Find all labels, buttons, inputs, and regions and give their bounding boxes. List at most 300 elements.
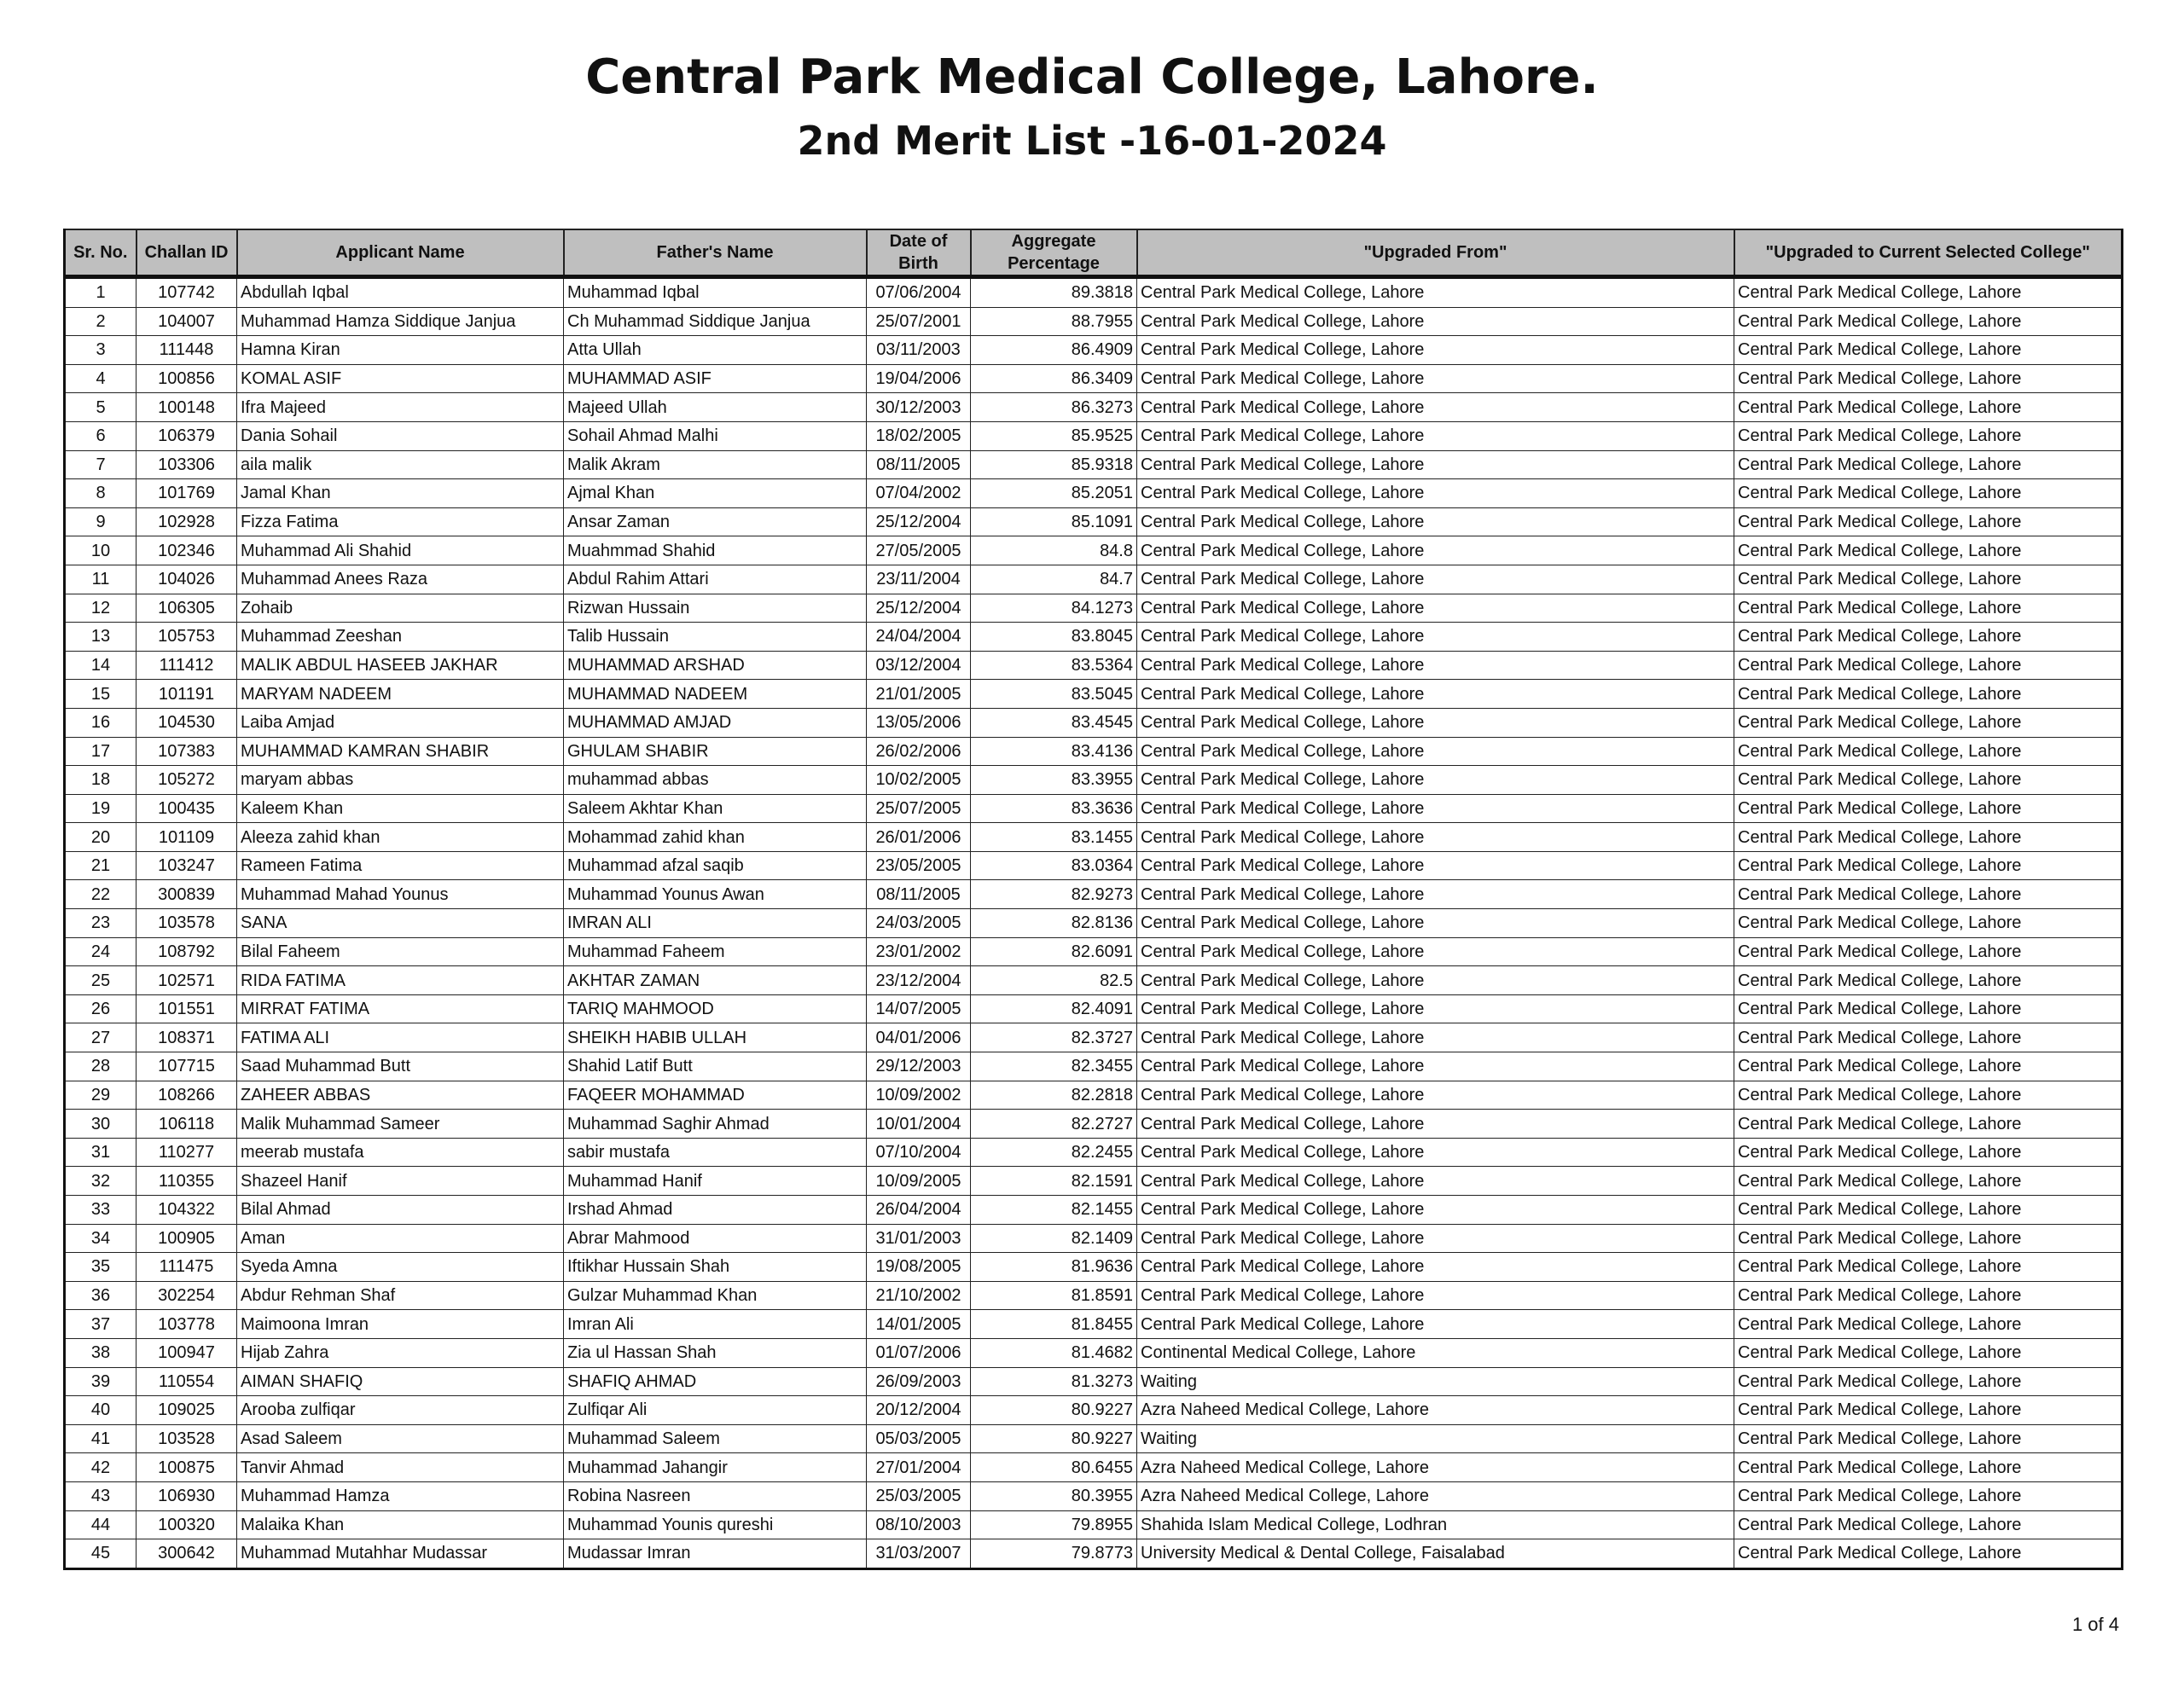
cell-upgraded-from: Central Park Medical College, Lahore bbox=[1137, 880, 1734, 909]
table-row bbox=[65, 623, 2123, 652]
document-subtitle: 2nd Merit List -16-01-2024 bbox=[797, 118, 1387, 164]
cell-fathers-name: Gulzar Muhammad Khan bbox=[564, 1281, 867, 1310]
cell-sr-no: 6 bbox=[65, 421, 136, 450]
cell-upgraded-from: Central Park Medical College, Lahore bbox=[1137, 794, 1734, 823]
table-row bbox=[65, 307, 2123, 336]
cell-upgraded-to: Central Park Medical College, Lahore bbox=[1734, 364, 2123, 393]
cell-sr-no: 27 bbox=[65, 1023, 136, 1052]
cell-aggregate-percentage: 81.4682 bbox=[971, 1338, 1137, 1367]
cell-applicant-name: Muhammad Hamza bbox=[237, 1481, 564, 1510]
cell-date-of-birth: 31/03/2007 bbox=[867, 1539, 971, 1569]
cell-date-of-birth: 07/04/2002 bbox=[867, 479, 971, 508]
cell-fathers-name: Muhammad Younus Awan bbox=[564, 880, 867, 909]
cell-applicant-name: Bilal Faheem bbox=[237, 937, 564, 966]
cell-upgraded-to: Central Park Medical College, Lahore bbox=[1734, 594, 2123, 623]
cell-date-of-birth: 07/06/2004 bbox=[867, 277, 971, 308]
cell-date-of-birth: 01/07/2006 bbox=[867, 1338, 971, 1367]
cell-fathers-name: sabir mustafa bbox=[564, 1138, 867, 1167]
cell-sr-no: 2 bbox=[65, 307, 136, 336]
cell-challan-id: 103578 bbox=[136, 909, 237, 938]
table-row bbox=[65, 421, 2123, 450]
cell-challan-id: 111412 bbox=[136, 651, 237, 680]
cell-upgraded-to: Central Park Medical College, Lahore bbox=[1734, 1539, 2123, 1569]
cell-aggregate-percentage: 84.8 bbox=[971, 536, 1137, 565]
cell-fathers-name: Ansar Zaman bbox=[564, 507, 867, 536]
cell-aggregate-percentage: 82.2818 bbox=[971, 1081, 1137, 1110]
cell-date-of-birth: 14/01/2005 bbox=[867, 1310, 971, 1339]
cell-challan-id: 108266 bbox=[136, 1081, 237, 1110]
cell-applicant-name: Laiba Amjad bbox=[237, 708, 564, 737]
header-sr-no: Sr. No. bbox=[65, 229, 136, 277]
cell-applicant-name: FATIMA ALI bbox=[237, 1023, 564, 1052]
cell-date-of-birth: 21/10/2002 bbox=[867, 1281, 971, 1310]
cell-date-of-birth: 26/09/2003 bbox=[867, 1367, 971, 1396]
cell-upgraded-to: Central Park Medical College, Lahore bbox=[1734, 336, 2123, 365]
cell-challan-id: 104322 bbox=[136, 1196, 237, 1225]
header-aggregate-percentage: Aggregate Percentage bbox=[971, 229, 1137, 277]
table-row bbox=[65, 1396, 2123, 1425]
cell-aggregate-percentage: 86.3273 bbox=[971, 393, 1137, 422]
cell-aggregate-percentage: 83.8045 bbox=[971, 623, 1137, 652]
cell-sr-no: 30 bbox=[65, 1110, 136, 1139]
cell-fathers-name: Atta Ullah bbox=[564, 336, 867, 365]
table-row bbox=[65, 536, 2123, 565]
cell-date-of-birth: 25/03/2005 bbox=[867, 1481, 971, 1510]
cell-aggregate-percentage: 85.9318 bbox=[971, 450, 1137, 479]
cell-applicant-name: RIDA FATIMA bbox=[237, 966, 564, 995]
cell-upgraded-to: Central Park Medical College, Lahore bbox=[1734, 1396, 2123, 1425]
cell-date-of-birth: 13/05/2006 bbox=[867, 708, 971, 737]
cell-upgraded-from: Central Park Medical College, Lahore bbox=[1137, 651, 1734, 680]
table-row bbox=[65, 1539, 2123, 1569]
cell-applicant-name: MIRRAT FATIMA bbox=[237, 994, 564, 1023]
cell-date-of-birth: 14/07/2005 bbox=[867, 994, 971, 1023]
cell-sr-no: 19 bbox=[65, 794, 136, 823]
cell-date-of-birth: 08/10/2003 bbox=[867, 1510, 971, 1539]
cell-challan-id: 111448 bbox=[136, 336, 237, 365]
cell-upgraded-to: Central Park Medical College, Lahore bbox=[1734, 966, 2123, 995]
cell-upgraded-to: Central Park Medical College, Lahore bbox=[1734, 1167, 2123, 1196]
cell-challan-id: 101109 bbox=[136, 823, 237, 852]
cell-date-of-birth: 26/04/2004 bbox=[867, 1196, 971, 1225]
cell-fathers-name: MUHAMMAD ASIF bbox=[564, 364, 867, 393]
cell-upgraded-to: Central Park Medical College, Lahore bbox=[1734, 479, 2123, 508]
cell-date-of-birth: 27/05/2005 bbox=[867, 536, 971, 565]
cell-date-of-birth: 08/11/2005 bbox=[867, 450, 971, 479]
cell-fathers-name: SHEIKH HABIB ULLAH bbox=[564, 1023, 867, 1052]
cell-upgraded-from: Central Park Medical College, Lahore bbox=[1137, 594, 1734, 623]
cell-fathers-name: Robina Nasreen bbox=[564, 1481, 867, 1510]
header-upgraded-from: "Upgraded From" bbox=[1137, 229, 1734, 277]
cell-fathers-name: MUHAMMAD NADEEM bbox=[564, 680, 867, 709]
cell-challan-id: 106379 bbox=[136, 421, 237, 450]
cell-aggregate-percentage: 83.4136 bbox=[971, 737, 1137, 766]
cell-date-of-birth: 03/11/2003 bbox=[867, 336, 971, 365]
cell-fathers-name: Majeed Ullah bbox=[564, 393, 867, 422]
cell-sr-no: 38 bbox=[65, 1338, 136, 1367]
cell-fathers-name: MUHAMMAD ARSHAD bbox=[564, 651, 867, 680]
cell-applicant-name: meerab mustafa bbox=[237, 1138, 564, 1167]
cell-upgraded-from: University Medical & Dental College, Faisalabad bbox=[1137, 1539, 1734, 1569]
cell-fathers-name: Muhammad Saghir Ahmad bbox=[564, 1110, 867, 1139]
cell-sr-no: 40 bbox=[65, 1396, 136, 1425]
cell-aggregate-percentage: 82.1591 bbox=[971, 1167, 1137, 1196]
cell-fathers-name: muhammad abbas bbox=[564, 766, 867, 795]
cell-challan-id: 100320 bbox=[136, 1510, 237, 1539]
cell-aggregate-percentage: 81.8455 bbox=[971, 1310, 1137, 1339]
table-row bbox=[65, 1081, 2123, 1110]
cell-upgraded-from: Central Park Medical College, Lahore bbox=[1137, 565, 1734, 594]
cell-upgraded-from: Central Park Medical College, Lahore bbox=[1137, 766, 1734, 795]
cell-aggregate-percentage: 84.7 bbox=[971, 565, 1137, 594]
cell-fathers-name: Abrar Mahmood bbox=[564, 1224, 867, 1253]
cell-aggregate-percentage: 88.7955 bbox=[971, 307, 1137, 336]
cell-challan-id: 103247 bbox=[136, 851, 237, 880]
cell-aggregate-percentage: 82.1455 bbox=[971, 1196, 1137, 1225]
page-number: 1 of 4 bbox=[2071, 1614, 2119, 1635]
cell-sr-no: 17 bbox=[65, 737, 136, 766]
cell-applicant-name: Arooba zulfiqar bbox=[237, 1396, 564, 1425]
cell-upgraded-to: Central Park Medical College, Lahore bbox=[1734, 1453, 2123, 1482]
cell-date-of-birth: 24/03/2005 bbox=[867, 909, 971, 938]
table-row bbox=[65, 1224, 2123, 1253]
cell-date-of-birth: 08/11/2005 bbox=[867, 880, 971, 909]
cell-applicant-name: Bilal Ahmad bbox=[237, 1196, 564, 1225]
cell-aggregate-percentage: 79.8955 bbox=[971, 1510, 1137, 1539]
cell-date-of-birth: 31/01/2003 bbox=[867, 1224, 971, 1253]
cell-applicant-name: Muhammad Mutahhar Mudassar bbox=[237, 1539, 564, 1569]
cell-aggregate-percentage: 82.2727 bbox=[971, 1110, 1137, 1139]
table-row bbox=[65, 1167, 2123, 1196]
cell-aggregate-percentage: 83.0364 bbox=[971, 851, 1137, 880]
cell-upgraded-to: Central Park Medical College, Lahore bbox=[1734, 1253, 2123, 1282]
cell-challan-id: 108371 bbox=[136, 1023, 237, 1052]
cell-date-of-birth: 24/04/2004 bbox=[867, 623, 971, 652]
table-row bbox=[65, 1310, 2123, 1339]
cell-applicant-name: Maimoona Imran bbox=[237, 1310, 564, 1339]
cell-date-of-birth: 23/11/2004 bbox=[867, 565, 971, 594]
cell-aggregate-percentage: 80.9227 bbox=[971, 1424, 1137, 1453]
cell-fathers-name: Irshad Ahmad bbox=[564, 1196, 867, 1225]
cell-aggregate-percentage: 82.4091 bbox=[971, 994, 1137, 1023]
table-row bbox=[65, 1253, 2123, 1282]
cell-upgraded-to: Central Park Medical College, Lahore bbox=[1734, 1310, 2123, 1339]
cell-applicant-name: Abdur Rehman Shaf bbox=[237, 1281, 564, 1310]
cell-upgraded-to: Central Park Medical College, Lahore bbox=[1734, 1081, 2123, 1110]
table-row bbox=[65, 1367, 2123, 1396]
cell-applicant-name: Muhammad Hamza Siddique Janjua bbox=[237, 307, 564, 336]
cell-sr-no: 16 bbox=[65, 708, 136, 737]
cell-date-of-birth: 23/05/2005 bbox=[867, 851, 971, 880]
cell-applicant-name: ZAHEER ABBAS bbox=[237, 1081, 564, 1110]
cell-upgraded-from: Central Park Medical College, Lahore bbox=[1137, 450, 1734, 479]
table-row bbox=[65, 277, 2123, 308]
cell-challan-id: 110277 bbox=[136, 1138, 237, 1167]
cell-challan-id: 102571 bbox=[136, 966, 237, 995]
table-row bbox=[65, 1138, 2123, 1167]
cell-aggregate-percentage: 81.3273 bbox=[971, 1367, 1137, 1396]
cell-aggregate-percentage: 80.3955 bbox=[971, 1481, 1137, 1510]
cell-fathers-name: FAQEER MOHAMMAD bbox=[564, 1081, 867, 1110]
table-row bbox=[65, 364, 2123, 393]
cell-fathers-name: TARIQ MAHMOOD bbox=[564, 994, 867, 1023]
cell-aggregate-percentage: 80.9227 bbox=[971, 1396, 1137, 1425]
cell-upgraded-to: Central Park Medical College, Lahore bbox=[1734, 1224, 2123, 1253]
cell-fathers-name: Talib Hussain bbox=[564, 623, 867, 652]
cell-challan-id: 100148 bbox=[136, 393, 237, 422]
cell-date-of-birth: 20/12/2004 bbox=[867, 1396, 971, 1425]
cell-upgraded-to: Central Park Medical College, Lahore bbox=[1734, 507, 2123, 536]
cell-fathers-name: MUHAMMAD AMJAD bbox=[564, 708, 867, 737]
cell-date-of-birth: 03/12/2004 bbox=[867, 651, 971, 680]
cell-upgraded-to: Central Park Medical College, Lahore bbox=[1734, 909, 2123, 938]
cell-aggregate-percentage: 83.3955 bbox=[971, 766, 1137, 795]
cell-sr-no: 39 bbox=[65, 1367, 136, 1396]
cell-aggregate-percentage: 85.2051 bbox=[971, 479, 1137, 508]
cell-date-of-birth: 23/12/2004 bbox=[867, 966, 971, 995]
cell-fathers-name: Rizwan Hussain bbox=[564, 594, 867, 623]
table-header-row bbox=[65, 229, 2123, 277]
table-row bbox=[65, 1023, 2123, 1052]
table-row bbox=[65, 507, 2123, 536]
cell-upgraded-to: Central Park Medical College, Lahore bbox=[1734, 623, 2123, 652]
cell-upgraded-to: Central Park Medical College, Lahore bbox=[1734, 450, 2123, 479]
cell-date-of-birth: 25/12/2004 bbox=[867, 594, 971, 623]
cell-sr-no: 21 bbox=[65, 851, 136, 880]
cell-upgraded-to: Central Park Medical College, Lahore bbox=[1734, 737, 2123, 766]
cell-aggregate-percentage: 83.4545 bbox=[971, 708, 1137, 737]
cell-upgraded-to: Central Park Medical College, Lahore bbox=[1734, 1367, 2123, 1396]
cell-fathers-name: Saleem Akhtar Khan bbox=[564, 794, 867, 823]
header-fathers-name: Father's Name bbox=[564, 229, 867, 277]
cell-applicant-name: MARYAM NADEEM bbox=[237, 680, 564, 709]
cell-upgraded-to: Central Park Medical College, Lahore bbox=[1734, 1138, 2123, 1167]
cell-applicant-name: Malik Muhammad Sameer bbox=[237, 1110, 564, 1139]
cell-sr-no: 32 bbox=[65, 1167, 136, 1196]
cell-challan-id: 104007 bbox=[136, 307, 237, 336]
cell-sr-no: 42 bbox=[65, 1453, 136, 1482]
cell-fathers-name: Muhammad Saleem bbox=[564, 1424, 867, 1453]
table-body bbox=[65, 277, 2123, 1569]
cell-aggregate-percentage: 83.5364 bbox=[971, 651, 1137, 680]
cell-aggregate-percentage: 85.9525 bbox=[971, 421, 1137, 450]
cell-upgraded-from: Waiting bbox=[1137, 1367, 1734, 1396]
cell-applicant-name: Jamal Khan bbox=[237, 479, 564, 508]
cell-upgraded-from: Central Park Medical College, Lahore bbox=[1137, 1224, 1734, 1253]
cell-sr-no: 24 bbox=[65, 937, 136, 966]
cell-upgraded-from: Central Park Medical College, Lahore bbox=[1137, 994, 1734, 1023]
cell-aggregate-percentage: 86.3409 bbox=[971, 364, 1137, 393]
cell-applicant-name: Muhammad Ali Shahid bbox=[237, 536, 564, 565]
cell-challan-id: 104530 bbox=[136, 708, 237, 737]
cell-date-of-birth: 19/04/2006 bbox=[867, 364, 971, 393]
cell-sr-no: 23 bbox=[65, 909, 136, 938]
cell-upgraded-from: Central Park Medical College, Lahore bbox=[1137, 421, 1734, 450]
table-row bbox=[65, 708, 2123, 737]
header-challan-id: Challan ID bbox=[136, 229, 237, 277]
cell-upgraded-to: Central Park Medical College, Lahore bbox=[1734, 565, 2123, 594]
cell-fathers-name: Shahid Latif Butt bbox=[564, 1052, 867, 1081]
cell-upgraded-from: Central Park Medical College, Lahore bbox=[1137, 1110, 1734, 1139]
cell-upgraded-to: Central Park Medical College, Lahore bbox=[1734, 823, 2123, 852]
cell-sr-no: 41 bbox=[65, 1424, 136, 1453]
cell-sr-no: 8 bbox=[65, 479, 136, 508]
header-date-of-birth: Date of Birth bbox=[867, 229, 971, 277]
table-row bbox=[65, 1110, 2123, 1139]
cell-applicant-name: MUHAMMAD KAMRAN SHABIR bbox=[237, 737, 564, 766]
cell-applicant-name: Muhammad Mahad Younus bbox=[237, 880, 564, 909]
cell-sr-no: 10 bbox=[65, 536, 136, 565]
cell-upgraded-from: Central Park Medical College, Lahore bbox=[1137, 909, 1734, 938]
cell-fathers-name: Zia ul Hassan Shah bbox=[564, 1338, 867, 1367]
cell-applicant-name: KOMAL ASIF bbox=[237, 364, 564, 393]
cell-applicant-name: Malaika Khan bbox=[237, 1510, 564, 1539]
cell-date-of-birth: 29/12/2003 bbox=[867, 1052, 971, 1081]
cell-upgraded-from: Central Park Medical College, Lahore bbox=[1137, 680, 1734, 709]
header-applicant-name: Applicant Name bbox=[237, 229, 564, 277]
cell-date-of-birth: 23/01/2002 bbox=[867, 937, 971, 966]
cell-sr-no: 43 bbox=[65, 1481, 136, 1510]
cell-challan-id: 111475 bbox=[136, 1253, 237, 1282]
cell-challan-id: 100856 bbox=[136, 364, 237, 393]
cell-sr-no: 5 bbox=[65, 393, 136, 422]
cell-upgraded-from: Azra Naheed Medical College, Lahore bbox=[1137, 1396, 1734, 1425]
cell-upgraded-to: Central Park Medical College, Lahore bbox=[1734, 1023, 2123, 1052]
cell-applicant-name: aila malik bbox=[237, 450, 564, 479]
cell-upgraded-from: Central Park Medical College, Lahore bbox=[1137, 307, 1734, 336]
cell-date-of-birth: 10/01/2004 bbox=[867, 1110, 971, 1139]
cell-upgraded-from: Waiting bbox=[1137, 1424, 1734, 1453]
cell-aggregate-percentage: 83.1455 bbox=[971, 823, 1137, 852]
cell-challan-id: 101191 bbox=[136, 680, 237, 709]
cell-challan-id: 108792 bbox=[136, 937, 237, 966]
cell-upgraded-from: Central Park Medical College, Lahore bbox=[1137, 336, 1734, 365]
cell-aggregate-percentage: 83.3636 bbox=[971, 794, 1137, 823]
table-row bbox=[65, 794, 2123, 823]
cell-upgraded-from: Central Park Medical College, Lahore bbox=[1137, 851, 1734, 880]
cell-fathers-name: IMRAN ALI bbox=[564, 909, 867, 938]
cell-sr-no: 22 bbox=[65, 880, 136, 909]
cell-upgraded-from: Central Park Medical College, Lahore bbox=[1137, 937, 1734, 966]
cell-upgraded-from: Central Park Medical College, Lahore bbox=[1137, 507, 1734, 536]
cell-fathers-name: Malik Akram bbox=[564, 450, 867, 479]
cell-date-of-birth: 07/10/2004 bbox=[867, 1138, 971, 1167]
cell-upgraded-from: Central Park Medical College, Lahore bbox=[1137, 966, 1734, 995]
cell-challan-id: 103778 bbox=[136, 1310, 237, 1339]
table-row bbox=[65, 450, 2123, 479]
cell-applicant-name: AIMAN SHAFIQ bbox=[237, 1367, 564, 1396]
cell-upgraded-from: Central Park Medical College, Lahore bbox=[1137, 708, 1734, 737]
cell-fathers-name: AKHTAR ZAMAN bbox=[564, 966, 867, 995]
document-title: Central Park Medical College, Lahore. bbox=[585, 49, 1599, 105]
cell-challan-id: 100905 bbox=[136, 1224, 237, 1253]
cell-sr-no: 9 bbox=[65, 507, 136, 536]
cell-upgraded-from: Central Park Medical College, Lahore bbox=[1137, 393, 1734, 422]
cell-upgraded-to: Central Park Medical College, Lahore bbox=[1734, 880, 2123, 909]
cell-challan-id: 107383 bbox=[136, 737, 237, 766]
cell-applicant-name: Saad Muhammad Butt bbox=[237, 1052, 564, 1081]
cell-date-of-birth: 10/09/2002 bbox=[867, 1081, 971, 1110]
cell-applicant-name: Asad Saleem bbox=[237, 1424, 564, 1453]
cell-fathers-name: Abdul Rahim Attari bbox=[564, 565, 867, 594]
cell-fathers-name: Muhammad afzal saqib bbox=[564, 851, 867, 880]
cell-upgraded-from: Azra Naheed Medical College, Lahore bbox=[1137, 1453, 1734, 1482]
cell-fathers-name: Muhammad Faheem bbox=[564, 937, 867, 966]
cell-upgraded-to: Central Park Medical College, Lahore bbox=[1734, 937, 2123, 966]
cell-sr-no: 37 bbox=[65, 1310, 136, 1339]
cell-date-of-birth: 25/07/2005 bbox=[867, 794, 971, 823]
table-row bbox=[65, 823, 2123, 852]
cell-upgraded-from: Central Park Medical College, Lahore bbox=[1137, 1052, 1734, 1081]
cell-challan-id: 107715 bbox=[136, 1052, 237, 1081]
table-row bbox=[65, 737, 2123, 766]
cell-upgraded-from: Central Park Medical College, Lahore bbox=[1137, 1253, 1734, 1282]
cell-upgraded-from: Central Park Medical College, Lahore bbox=[1137, 1281, 1734, 1310]
cell-upgraded-from: Central Park Medical College, Lahore bbox=[1137, 1196, 1734, 1225]
cell-aggregate-percentage: 82.2455 bbox=[971, 1138, 1137, 1167]
cell-applicant-name: Kaleem Khan bbox=[237, 794, 564, 823]
cell-challan-id: 101551 bbox=[136, 994, 237, 1023]
cell-sr-no: 11 bbox=[65, 565, 136, 594]
table-row bbox=[65, 1481, 2123, 1510]
cell-fathers-name: Mudassar Imran bbox=[564, 1539, 867, 1569]
cell-upgraded-from: Azra Naheed Medical College, Lahore bbox=[1137, 1481, 1734, 1510]
cell-sr-no: 13 bbox=[65, 623, 136, 652]
cell-aggregate-percentage: 82.1409 bbox=[971, 1224, 1137, 1253]
cell-aggregate-percentage: 82.6091 bbox=[971, 937, 1137, 966]
cell-challan-id: 109025 bbox=[136, 1396, 237, 1425]
cell-date-of-birth: 19/08/2005 bbox=[867, 1253, 971, 1282]
cell-aggregate-percentage: 82.9273 bbox=[971, 880, 1137, 909]
cell-sr-no: 44 bbox=[65, 1510, 136, 1539]
table-row bbox=[65, 393, 2123, 422]
cell-applicant-name: Hamna Kiran bbox=[237, 336, 564, 365]
cell-upgraded-from: Central Park Medical College, Lahore bbox=[1137, 623, 1734, 652]
cell-applicant-name: Aman bbox=[237, 1224, 564, 1253]
cell-challan-id: 102928 bbox=[136, 507, 237, 536]
cell-upgraded-to: Central Park Medical College, Lahore bbox=[1734, 393, 2123, 422]
table-row bbox=[65, 336, 2123, 365]
cell-upgraded-to: Central Park Medical College, Lahore bbox=[1734, 307, 2123, 336]
cell-date-of-birth: 05/03/2005 bbox=[867, 1424, 971, 1453]
table-row bbox=[65, 937, 2123, 966]
cell-upgraded-to: Central Park Medical College, Lahore bbox=[1734, 1481, 2123, 1510]
cell-applicant-name: Rameen Fatima bbox=[237, 851, 564, 880]
cell-upgraded-to: Central Park Medical College, Lahore bbox=[1734, 851, 2123, 880]
cell-fathers-name: Iftikhar Hussain Shah bbox=[564, 1253, 867, 1282]
cell-sr-no: 33 bbox=[65, 1196, 136, 1225]
cell-applicant-name: Ifra Majeed bbox=[237, 393, 564, 422]
cell-date-of-birth: 25/07/2001 bbox=[867, 307, 971, 336]
cell-upgraded-to: Central Park Medical College, Lahore bbox=[1734, 708, 2123, 737]
cell-upgraded-to: Central Park Medical College, Lahore bbox=[1734, 1424, 2123, 1453]
cell-sr-no: 28 bbox=[65, 1052, 136, 1081]
cell-applicant-name: Shazeel Hanif bbox=[237, 1167, 564, 1196]
table-row bbox=[65, 565, 2123, 594]
cell-aggregate-percentage: 81.8591 bbox=[971, 1281, 1137, 1310]
cell-upgraded-to: Central Park Medical College, Lahore bbox=[1734, 1052, 2123, 1081]
cell-date-of-birth: 27/01/2004 bbox=[867, 1453, 971, 1482]
cell-date-of-birth: 04/01/2006 bbox=[867, 1023, 971, 1052]
cell-applicant-name: Aleeza zahid khan bbox=[237, 823, 564, 852]
table-row bbox=[65, 994, 2123, 1023]
cell-upgraded-to: Central Park Medical College, Lahore bbox=[1734, 1281, 2123, 1310]
cell-upgraded-from: Central Park Medical College, Lahore bbox=[1137, 1023, 1734, 1052]
cell-upgraded-to: Central Park Medical College, Lahore bbox=[1734, 1338, 2123, 1367]
cell-sr-no: 45 bbox=[65, 1539, 136, 1569]
cell-challan-id: 105753 bbox=[136, 623, 237, 652]
cell-fathers-name: GHULAM SHABIR bbox=[564, 737, 867, 766]
